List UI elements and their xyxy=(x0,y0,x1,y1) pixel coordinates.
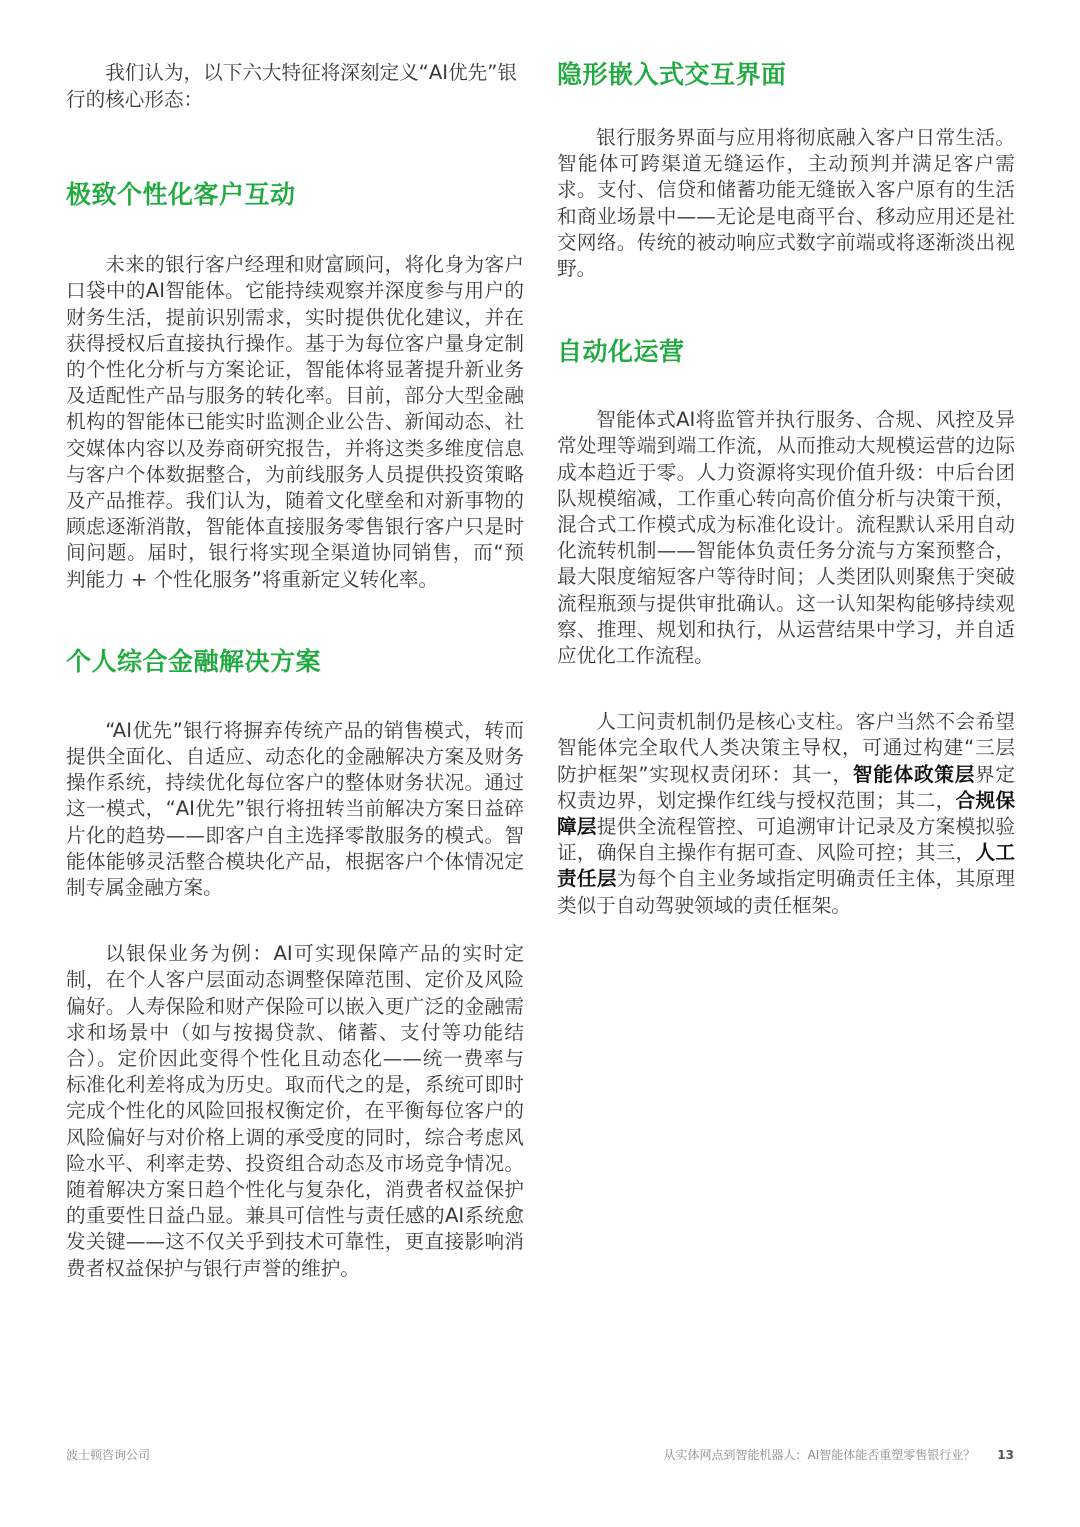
accountability-text-3: 提供全流程管控、可追溯审计记录及方案模拟验证，确保自主操作有据可查、风险可控；其三， xyxy=(557,815,1016,865)
left-column xyxy=(66,60,524,1282)
footer-report-title: 从实体网点到智能机器人：AI智能体能否重塑零售银行业？ xyxy=(663,1448,976,1462)
page-number: 13 xyxy=(997,1448,1014,1462)
compliance-layer-term: 合规保障层 xyxy=(557,788,1016,839)
heading-automated-operations: 自动化运营 xyxy=(557,337,685,367)
paragraph-financial-solutions-2: 以银保业务为例：AI可实现保障产品的实时定制，在个人客户层面动态调整保障范围、定价及风险偏好。人寿保险和财产保险可以嵌入更广泛的金融需求和场景中（如与按揭贷款、储蓄、支付等功能结合）。定价因此变得个性化且动态化——统一费率与标准化利差将成为历史。取而代之的是，系统可即时完成个性化的风险回报权衡定价，在平衡每位客户的风险偏好与对价格上调的承受度的同时，综合考虑风险水平、利率走势、投资组合动态及市场竞争情况。随着解决方案日趋个性化与复杂化，消费者权益保护的重要性日益凸显。兼具可信性与责任感的AI系统愈发关键——这不仅关乎到技术可靠性，更直接影响消费者权益保护与银行声誉的维护。 xyxy=(66,942,524,1280)
accountability-text-1: 人工问责机制仍是核心支柱。客户当然不会希望智能体完全取代人类决策主导权，可通过构建“三层防护框架”实现权责闭环：其一， xyxy=(557,710,1015,786)
footer-publisher: 波士顿咨询公司 xyxy=(66,1448,151,1462)
accountability-text-4: 为每个自主业务域指定明确责任主体，其原理类似于自动驾驶领域的责任框架。 xyxy=(557,867,1016,917)
accountability-text-2: 界定权责边界，划定操作红线与授权范围；其二， xyxy=(557,762,1015,812)
policy-layer-term: 智能体政策层 xyxy=(852,762,976,786)
human-responsibility-layer-term: 人工责任层 xyxy=(557,841,1016,891)
footer-title-area xyxy=(664,1446,1014,1463)
paragraph-financial-solutions-1: “AI优先”银行将摒弃传统产品的销售模式，转而提供全面化、自适应、动态化的金融解决方案及财务操作系统，持续优化每位客户的整体财务状况。通过这一模式，“AI优先”银行将扭转当前解决方案日益碎片化的趋势——即客户自主选择零散服务的模式。智能体能够灵活整合模块化产品，根据客户个体情况定制专属金融方案。 xyxy=(66,718,524,900)
right-column xyxy=(557,58,1015,919)
heading-embedded-interface: 隐形嵌入式交互界面 xyxy=(557,60,787,89)
heading-personalized-interaction: 极致个性化客户互动 xyxy=(66,180,296,210)
paragraph-embedded-interface: 银行服务界面与应用将彻底融入客户日常生活。智能体可跨渠道无缝运作，主动预判并满足客户需求。支付、信贷和储蓄功能无缝嵌入客户原有的生活和商业场景中——无论是电商平台、移动应用还是社交网络。传统的被动响应式数字前端或将逐渐淡出视野。 xyxy=(557,126,1015,281)
heading-financial-solutions: 个人综合金融解决方案 xyxy=(66,646,322,676)
paragraph-automated-operations: 智能体式AI将监管并执行服务、合规、风控及异常处理等端到端工作流，从而推动大规模运营的边际成本趋近于零。人力资源将实现价值升级：中后台团队规模缩减，工作重心转向高价值分析与决策干预，混合式工作模式成为标准化设计。流程默认采用自动化流转机制——智能体负责任务分流与方案预整合，最大限度缩短客户等待时间；人类团队则聚焦于突破流程瓶颈与提供审批确认。这一认知架构能够持续观察、推理、规划和执行，从运营结果中学习，并自适应优化工作流程。 xyxy=(557,408,1015,668)
intro-paragraph: 我们认为，以下六大特征将深刻定义“AI优先”银行的核心形态： xyxy=(66,61,517,111)
paragraph-personalized-interaction: 未来的银行客户经理和财富顾问，将化身为客户口袋中的AI智能体。它能持续观察并深度参与用户的财务生活，提前识别需求，实时提供优化建议，并在获得授权后直接执行操作。基于为每位客户量身定制的个性化分析与方案论证，智能体将显著提升新业务及适配性产品与服务的转化率。目前，部分大型金融机构的智能体已能实时监测企业公告、新闻动态、社交媒体内容以及券商研究报告，并将这类多维度信息与客户个体数据整合，为前线服务人员提供投资策略及产品推荐。我们认为，随着文化壁垒和对新事物的顾虑逐渐消散，智能体直接服务零售银行客户只是时间问题。届时，银行将实现全渠道协同销售，而“预判能力 + 个性化服务”将重新定义转化率。 xyxy=(66,253,524,591)
paragraph-accountability xyxy=(557,709,1015,919)
